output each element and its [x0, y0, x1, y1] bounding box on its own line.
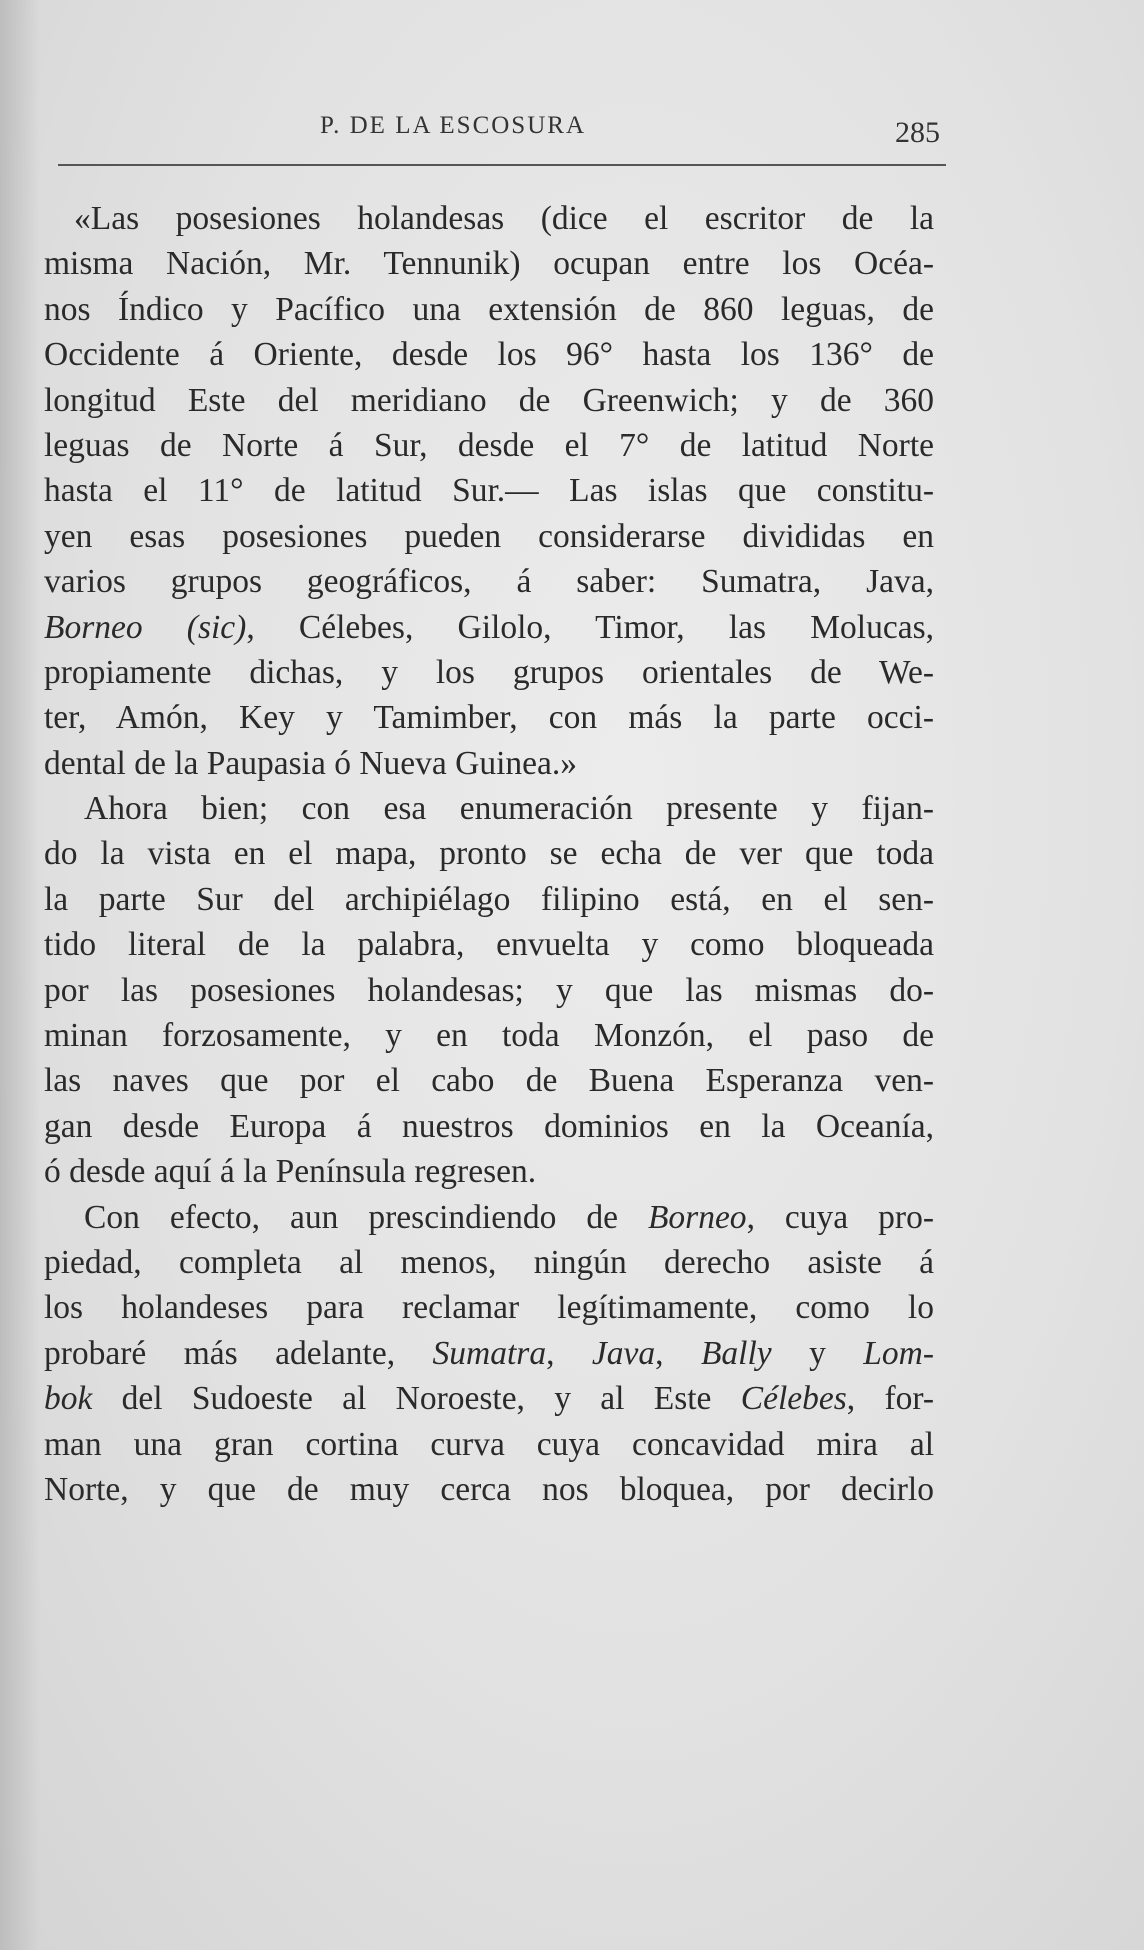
text-line: la parte Sur del archipiélago filipino está, en el sen-	[44, 880, 934, 918]
line-part: , cuya pro-	[746, 1198, 934, 1236]
italic-sumatra: Sumatra	[432, 1334, 547, 1372]
paragraph-3	[44, 1195, 934, 1513]
line-rest: , Célebes, Gilolo, Timor, las Molucas,	[246, 608, 934, 646]
text-line: tido literal de la palabra, envuelta y como bloqueada	[44, 926, 934, 964]
italic-borneo: Borneo	[647, 1198, 747, 1236]
italic-bally: Bally	[700, 1334, 772, 1372]
text-line: longitud Este del meridiano de Greenwich; y de 360	[44, 381, 934, 419]
text-line	[44, 1331, 934, 1376]
text-line: do la vista en el mapa, pronto se echa de ver que toda	[44, 835, 934, 873]
text-line	[44, 1376, 934, 1421]
text-line: yen esas posesiones pueden considerarse divididas en	[44, 517, 934, 555]
body-text	[44, 196, 934, 1512]
running-head: P. DE LA ESCOSURA	[320, 112, 586, 139]
line-part: , for-	[846, 1380, 934, 1418]
spine-shadow	[0, 0, 40, 1950]
line-part: Con efecto, aun prescindiendo de	[84, 1198, 648, 1236]
line-part: probaré más adelante,	[44, 1334, 433, 1372]
text-line: gan desde Europa á nuestros dominios en la Oceanía,	[44, 1107, 934, 1145]
page-number: 285	[895, 116, 940, 149]
text-line: propiamente dichas, y los grupos orientales de We-	[44, 653, 934, 691]
text-line: dental de la Paupasia ó Nueva Guinea.»	[44, 744, 578, 782]
italic-lombok-b: bok	[44, 1380, 93, 1418]
italic-java: Java	[591, 1334, 656, 1372]
line-part: y	[771, 1334, 864, 1372]
italic-borneo-sic: Borneo (sic)	[44, 608, 247, 646]
paragraph-1	[44, 196, 934, 786]
text-line: minan forzosamente, y en toda Monzón, el paso de	[44, 1017, 934, 1055]
header-rule	[58, 164, 946, 166]
page-header	[58, 108, 946, 158]
text-line: varios grupos geográficos, á saber: Sumatra, Java,	[44, 563, 934, 601]
text-line: piedad, completa al menos, ningún derecho asiste á	[44, 1243, 934, 1281]
line-part: ,	[655, 1334, 701, 1372]
text-line: Norte, y que de muy cerca nos bloquea, por decirlo	[44, 1470, 934, 1508]
text-line: nos Índico y Pacífico una extensión de 860 leguas, de	[44, 290, 934, 328]
text-line: hasta el 11° de latitud Sur.— Las islas que constitu-	[44, 472, 934, 510]
text-line: Occidente á Oriente, desde los 96° hasta los 136° de	[44, 336, 934, 374]
line-part: ,	[546, 1334, 592, 1372]
italic-lombok-a: Lom-	[863, 1334, 935, 1372]
text-line: las naves que por el cabo de Buena Esperanza ven-	[44, 1062, 934, 1100]
text-line	[44, 1195, 934, 1240]
text-line: los holandeses para reclamar legítimamente, como lo	[44, 1289, 934, 1327]
text-line: ter, Amón, Key y Tamimber, con más la parte occi-	[44, 699, 934, 737]
text-line: man una gran cortina curva cuya concavidad mira al	[44, 1425, 934, 1463]
italic-celebes: Célebes	[740, 1380, 847, 1418]
paragraph-2	[44, 786, 934, 1195]
text-line	[44, 605, 934, 650]
text-line: leguas de Norte á Sur, desde el 7° de latitud Norte	[44, 426, 934, 464]
text-line: misma Nación, Mr. Tennunik) ocupan entre los Océa-	[44, 245, 934, 283]
text-line: ó desde aquí á la Península regresen.	[44, 1153, 537, 1191]
line-part: del Sudoeste al Noroeste, y al Este	[92, 1380, 741, 1418]
text-line: Ahora bien; con esa enumeración presente y fijan-	[84, 790, 934, 828]
text-line: por las posesiones holandesas; y que las mismas do-	[44, 971, 934, 1009]
text-line: «Las posesiones holandesas (dice el escritor de la	[74, 200, 934, 237]
